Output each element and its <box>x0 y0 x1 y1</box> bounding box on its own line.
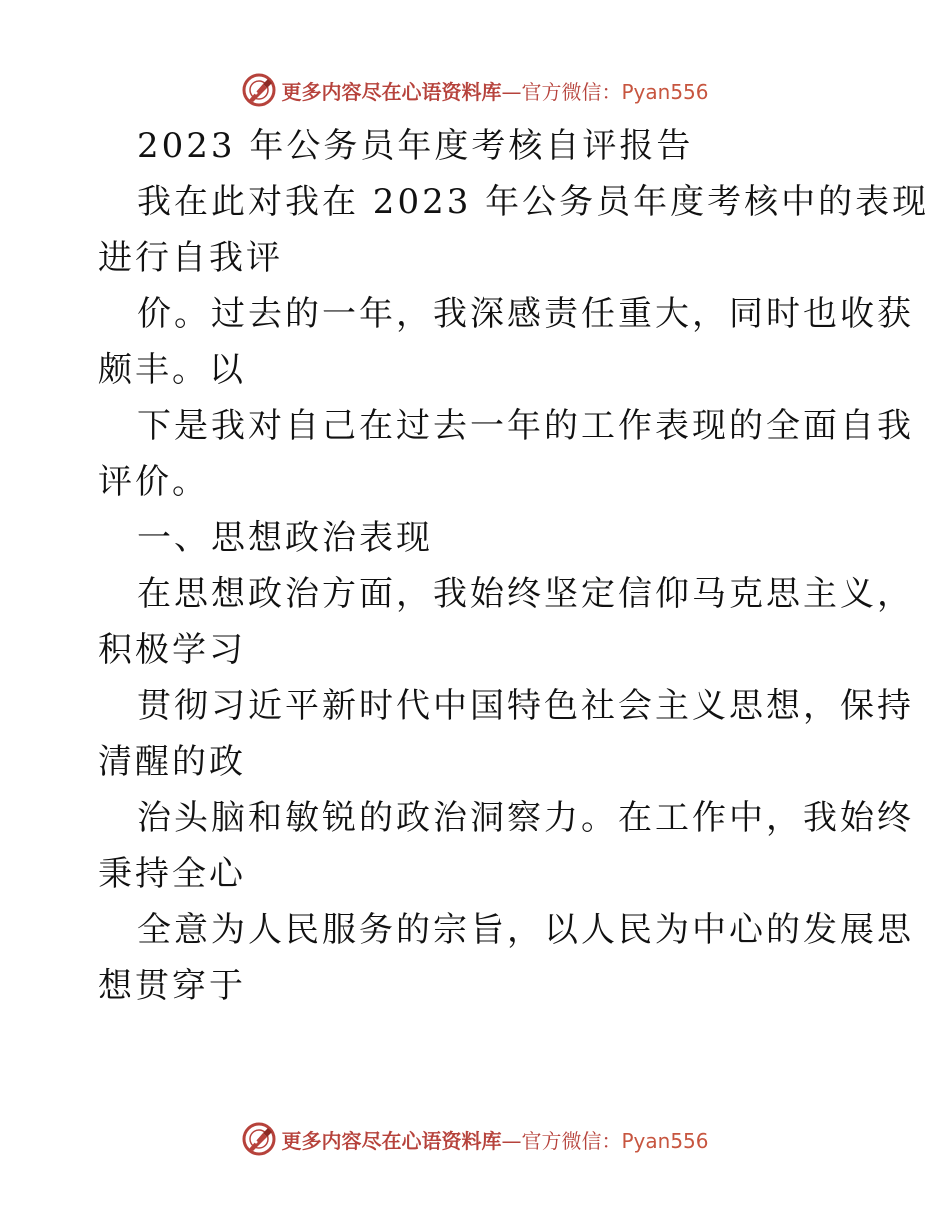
banner-wechat-label: 官方微信： <box>521 1128 622 1153</box>
banner-text <box>281 1125 708 1154</box>
paragraph-line: 评价。 <box>98 462 209 502</box>
paragraph-line: 贯彻习近平新时代中国特色社会主义思想，保持 <box>137 686 914 726</box>
document-title: 2023 年公务员年度考核自评报告 <box>137 126 694 166</box>
paragraph-line: 下是我对自己在过去一年的工作表现的全面自我 <box>137 406 914 446</box>
paragraph-line: 治头脑和敏锐的政治洞察力。在工作中，我始终 <box>137 798 914 838</box>
banner-account: Pyan556 <box>621 1128 709 1153</box>
paragraph-line: 全意为人民服务的宗旨，以人民为中心的发展思 <box>137 910 914 950</box>
banner-text <box>281 76 708 105</box>
footer-banner <box>0 1119 950 1159</box>
banner-separator: — <box>501 79 522 104</box>
pen-logo-icon <box>241 1121 277 1157</box>
banner-separator: — <box>501 1128 522 1153</box>
banner-main-text: 更多内容尽在心语资料库 <box>281 79 502 104</box>
paragraph-line: 秉持全心 <box>98 854 246 894</box>
paragraph-line: 积极学习 <box>98 630 246 670</box>
paragraph-line: 我在此对我在 2023 年公务员年度考核中的表现 <box>137 182 930 222</box>
pen-logo-icon <box>241 72 277 108</box>
paragraph-line: 价。过去的一年，我深感责任重大，同时也收获 <box>137 294 914 334</box>
paragraph-line: 在思想政治方面，我始终坚定信仰马克思主义， <box>137 574 914 614</box>
banner-account: Pyan556 <box>621 79 709 104</box>
banner-main-text: 更多内容尽在心语资料库 <box>281 1128 502 1153</box>
header-banner <box>0 70 950 110</box>
paragraph-line: 进行自我评 <box>98 238 283 278</box>
paragraph-line: 颇丰。以 <box>98 350 246 390</box>
banner-wechat-label: 官方微信： <box>521 79 622 104</box>
paragraph-line: 清醒的政 <box>98 742 246 782</box>
section-heading: 一、思想政治表现 <box>137 518 433 558</box>
paragraph-line: 想贯穿于 <box>98 966 246 1006</box>
document-body <box>98 118 930 1014</box>
